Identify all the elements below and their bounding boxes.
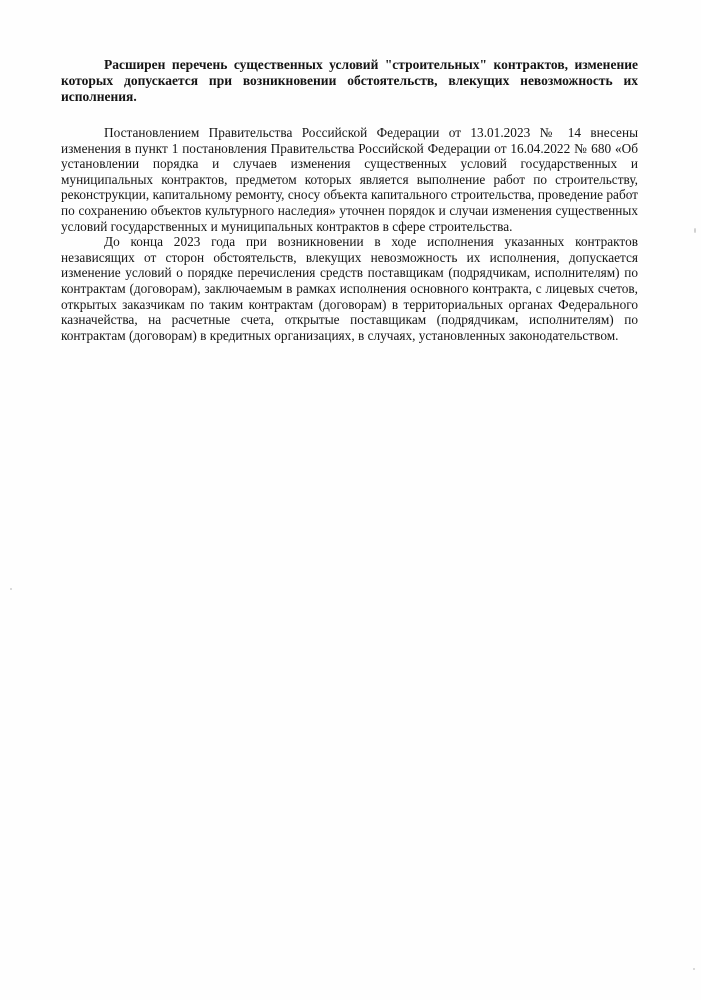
scan-speck (10, 588, 12, 590)
document-heading: Расширен перечень существенных условий "строительных" контрактов, изменение которых допускается при возникновении обстоятельств, влекущих невозможность их исполнения. (61, 57, 638, 104)
document-body (61, 57, 638, 343)
paragraph-payment-terms: До конца 2023 года при возникновении в ходе исполнения указанных контрактов независящих от сторон обстоятельств, влекущих невозможность их исполнения, допускается изменение условий о порядке перечисления средств поставщикам (подрядчикам, исполнителям) по контрактам (договорам), заключаемым в рамках исполнения основного контракта, с лицевых счетов, открытых заказчикам по таким контрактам (договорам) в территориальных органах Федерального казначейства, на расчетные счета, открытые поставщикам (подрядчикам, исполнителям) по контрактам (договорам) в кредитных организациях, в случаях, установленных законодательством. (61, 234, 638, 343)
paragraph-resolution: Постановлением Правительства Российской Федерации от 13.01.2023 № 14 внесены изменения в пункт 1 постановления Правительства Российской Федерации от 16.04.2022 № 680 «Об установлении порядка и случаев изменения существенных условий государственных и муниципальных контрактов, предметом которых является выполнение работ по строительству, реконструкции, капитальному ремонту, сносу объекта капитального строительства, проведение работ по сохранению объектов культурного наследия» уточнен порядок и случаи изменения существенных условий государственных и муниципальных контрактов в сфере строительства. (61, 125, 638, 234)
scan-speck (694, 228, 696, 233)
scan-speck (693, 968, 695, 970)
